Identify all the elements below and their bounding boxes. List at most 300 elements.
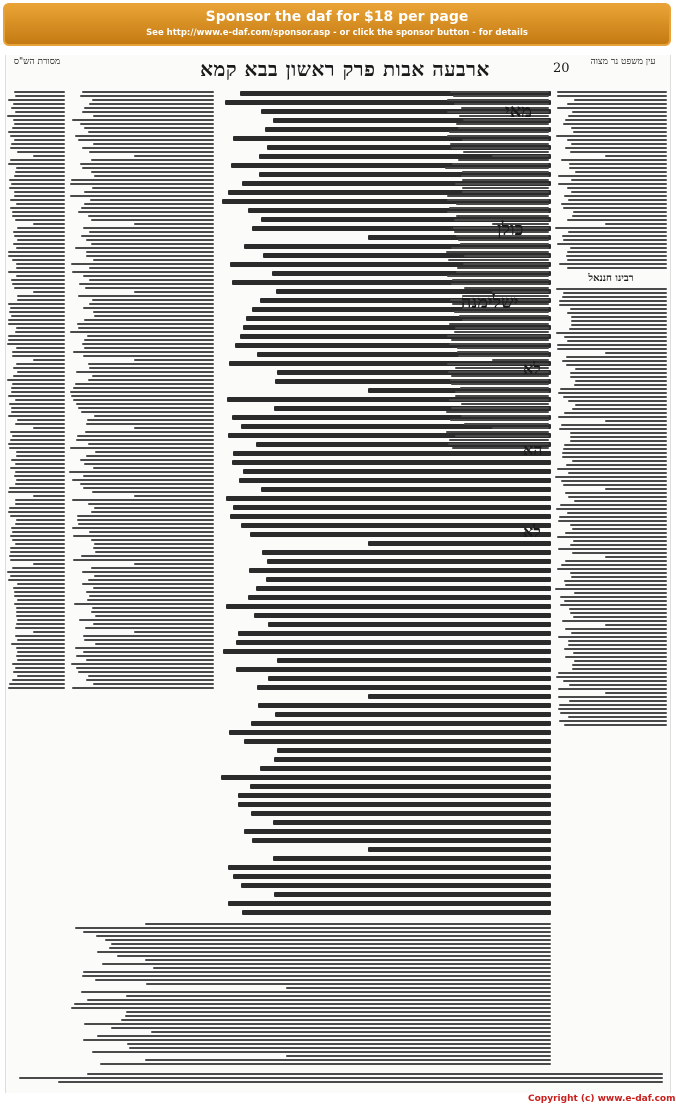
text-line [558, 688, 667, 690]
text-line [561, 159, 667, 161]
text-line [15, 483, 65, 485]
text-line [557, 344, 667, 346]
text-line [221, 775, 551, 780]
text-line [571, 576, 667, 578]
text-line [447, 335, 549, 337]
text-line [73, 535, 214, 537]
text-line [89, 367, 214, 369]
text-line [17, 239, 65, 241]
text-line [455, 183, 549, 185]
text-line [76, 439, 214, 441]
text-line [233, 874, 551, 879]
text-line [13, 375, 65, 377]
text-line [572, 528, 667, 530]
text-line [9, 487, 65, 489]
text-line [11, 643, 65, 645]
text-line [91, 611, 214, 613]
text-line [87, 999, 551, 1001]
text-line [121, 1019, 551, 1021]
text-line [555, 227, 667, 229]
text-line [87, 335, 214, 337]
text-line [94, 315, 214, 317]
text-line [95, 551, 214, 553]
text-line [557, 568, 667, 570]
text-line [568, 716, 667, 718]
text-line [557, 107, 667, 109]
text-line [83, 635, 214, 637]
text-line [567, 259, 667, 261]
text-line [9, 683, 65, 685]
text-line [223, 649, 551, 654]
text-line [571, 320, 667, 322]
sponsor-banner[interactable] [3, 3, 671, 46]
text-line [17, 651, 65, 653]
text-line [558, 183, 667, 185]
text-line [16, 247, 65, 249]
text-line [71, 179, 214, 181]
text-line [447, 199, 549, 201]
text-line [17, 599, 65, 601]
text-line [605, 624, 667, 626]
text-line [85, 287, 214, 289]
text-line [94, 575, 214, 577]
text-line [605, 155, 667, 157]
text-line [153, 967, 551, 969]
text-line [455, 395, 550, 397]
text-line [451, 383, 549, 385]
text-line [567, 512, 667, 514]
text-line [16, 263, 65, 265]
text-line [559, 720, 667, 722]
text-line [449, 323, 549, 325]
text-line [277, 748, 551, 753]
text-line [10, 439, 65, 441]
text-line [134, 155, 214, 157]
text-line [12, 283, 65, 285]
text-line [464, 287, 549, 289]
text-line [84, 639, 214, 641]
text-line [570, 440, 667, 442]
text-line [80, 95, 214, 97]
text-line [561, 480, 667, 482]
text-line [559, 304, 667, 306]
text-line [95, 979, 551, 981]
text-line [134, 495, 214, 497]
text-line [90, 199, 214, 201]
right-margin-column [555, 91, 667, 1051]
text-line [91, 511, 214, 513]
text-line [9, 403, 65, 405]
bottom-commentary [69, 923, 551, 1073]
text-line [134, 427, 214, 429]
text-line [88, 443, 214, 445]
text-line [574, 99, 667, 101]
text-line [451, 147, 549, 149]
text-line [570, 572, 667, 574]
text-line [569, 328, 667, 330]
text-line [229, 730, 551, 735]
text-line [16, 203, 65, 205]
text-line [449, 131, 549, 133]
text-line [238, 793, 551, 798]
text-line [556, 676, 667, 678]
text-line [134, 223, 214, 225]
text-line [117, 955, 551, 957]
text-line [449, 207, 549, 209]
text-line [75, 135, 214, 137]
text-line [456, 203, 549, 205]
text-line [72, 479, 214, 481]
text-line [574, 500, 667, 502]
text-line [86, 591, 214, 593]
text-line [228, 901, 551, 906]
text-line [86, 679, 214, 681]
text-line [145, 959, 551, 961]
text-line [89, 151, 214, 153]
text-line [111, 1027, 551, 1029]
text-line [12, 567, 65, 569]
text-line [8, 415, 65, 417]
text-line [91, 567, 214, 569]
text-line [569, 167, 667, 169]
text-line [570, 372, 667, 374]
text-line [567, 103, 667, 105]
text-line [257, 685, 551, 690]
text-line [84, 319, 214, 321]
text-line [565, 119, 667, 121]
text-line [563, 484, 667, 486]
text-line [80, 459, 214, 461]
text-line [567, 187, 667, 189]
text-line [11, 315, 65, 317]
text-line [451, 283, 549, 285]
text-line [10, 559, 65, 561]
text-line [75, 247, 214, 249]
text-line [87, 599, 214, 601]
text-line [76, 403, 214, 405]
text-line [236, 640, 551, 645]
text-line [15, 463, 65, 465]
text-line [560, 388, 667, 390]
text-line [275, 712, 551, 717]
text-line [15, 471, 65, 473]
text-line [69, 471, 214, 473]
text-line [564, 724, 667, 726]
text-line [459, 315, 549, 317]
text-line [82, 111, 214, 113]
text-line [569, 700, 667, 702]
text-line [570, 247, 667, 249]
text-line [562, 452, 667, 454]
text-line [557, 468, 667, 470]
text-line [10, 535, 65, 537]
text-line [13, 103, 65, 105]
text-line [562, 235, 667, 237]
text-line [93, 143, 214, 145]
text-line [464, 255, 549, 257]
text-line [574, 592, 667, 594]
text-line [458, 355, 549, 357]
text-line [16, 267, 65, 269]
text-line [15, 423, 65, 425]
text-line [91, 159, 214, 161]
text-line [88, 379, 214, 381]
text-line [92, 187, 214, 189]
text-line [562, 360, 667, 362]
text-line [19, 1077, 663, 1079]
text-line [93, 547, 214, 549]
text-line [77, 519, 214, 521]
text-line [16, 655, 65, 657]
dibbur-hamatchil-4: לא [523, 359, 541, 378]
text-line [71, 663, 214, 665]
text-line [569, 684, 667, 686]
text-line [563, 680, 667, 682]
text-line [462, 187, 549, 189]
footnote-lines [13, 1073, 663, 1083]
text-line [12, 355, 65, 357]
text-line [447, 195, 549, 197]
text-line [89, 595, 214, 597]
text-line [10, 551, 65, 553]
text-line [11, 107, 65, 109]
text-line [445, 167, 549, 169]
text-line [456, 271, 549, 273]
text-line [14, 475, 65, 477]
dibbur-hamatchil-1: מאי [505, 101, 532, 122]
text-line [93, 311, 214, 313]
text-line [12, 679, 65, 681]
text-line [102, 963, 551, 965]
text-line [571, 316, 667, 318]
text-line [91, 219, 214, 221]
page-title: ארבעה אבות פרק ראשון בבא קמא [200, 57, 490, 81]
text-line [84, 1023, 551, 1025]
text-line [7, 571, 65, 573]
text-line [568, 115, 667, 117]
text-line [17, 419, 65, 421]
text-line [16, 455, 65, 457]
text-line [33, 291, 65, 293]
text-line [78, 139, 214, 141]
text-line [568, 640, 667, 642]
text-line [14, 191, 65, 193]
text-line [70, 183, 214, 185]
text-line [563, 396, 667, 398]
text-line [134, 291, 214, 293]
text-line [8, 251, 65, 253]
text-line [10, 467, 65, 469]
text-line [567, 340, 667, 342]
text-line [560, 604, 667, 606]
text-line [571, 632, 667, 634]
text-line [91, 171, 214, 173]
text-line [462, 139, 549, 141]
text-line [80, 483, 214, 485]
text-line [8, 687, 65, 689]
text-line [572, 111, 667, 113]
text-line [9, 187, 65, 189]
text-line [567, 267, 667, 269]
text-line [557, 243, 667, 245]
text-line [562, 620, 667, 622]
text-line [558, 636, 667, 638]
text-line [71, 395, 214, 397]
text-line [572, 460, 667, 462]
text-line [564, 444, 667, 446]
text-line [460, 387, 549, 389]
text-line [8, 163, 65, 165]
text-line [100, 1063, 551, 1065]
text-line [14, 139, 65, 141]
text-line [450, 143, 549, 145]
text-line [86, 659, 214, 661]
text-line [463, 151, 549, 153]
text-line [70, 331, 214, 333]
text-line [605, 223, 667, 225]
text-line [228, 865, 551, 870]
text-line [571, 191, 667, 193]
text-line [8, 579, 65, 581]
text-line [274, 892, 551, 897]
text-line [605, 488, 667, 490]
text-line [145, 923, 551, 925]
text-line [15, 399, 65, 401]
text-line [556, 135, 667, 137]
text-line [564, 648, 667, 650]
text-line [14, 91, 65, 93]
text-line [92, 607, 214, 609]
text-line [83, 307, 214, 309]
text-line [559, 263, 667, 265]
text-line [14, 175, 65, 177]
text-line [368, 694, 551, 699]
text-line [564, 580, 667, 582]
text-line [573, 616, 667, 618]
text-line [446, 431, 549, 433]
text-line [571, 324, 667, 326]
text-line [16, 647, 65, 649]
text-line [453, 95, 549, 97]
text-line [556, 508, 667, 510]
text-line [11, 387, 65, 389]
text-line [12, 539, 65, 541]
text-line [16, 451, 65, 453]
text-line [273, 856, 551, 861]
text-line [575, 171, 667, 173]
text-line [14, 603, 65, 605]
text-line [79, 283, 214, 285]
text-line [109, 947, 551, 949]
text-line [10, 135, 65, 137]
left-margin-column [7, 91, 65, 1051]
text-line [15, 543, 65, 545]
text-line [88, 503, 214, 505]
text-line [16, 623, 65, 625]
text-line [78, 295, 214, 297]
text-line [11, 527, 65, 529]
text-line [17, 675, 65, 677]
text-line [17, 371, 65, 373]
text-line [454, 103, 549, 105]
text-line [73, 559, 214, 561]
text-line [73, 351, 214, 353]
text-line [12, 531, 65, 533]
text-line [97, 1035, 551, 1037]
text-line [78, 211, 214, 213]
text-line [562, 456, 667, 458]
ein-mishpat-label: עין משפט נר מצוה [590, 57, 656, 67]
text-line [87, 419, 214, 421]
talmud-page [5, 55, 671, 1093]
text-line [76, 667, 214, 669]
text-line [83, 651, 214, 653]
text-line [9, 507, 65, 509]
text-line [568, 231, 667, 233]
text-line [15, 219, 65, 221]
text-line [561, 424, 667, 426]
text-line [452, 163, 549, 165]
text-line [17, 619, 65, 621]
text-line [95, 615, 214, 617]
text-line [12, 435, 65, 437]
text-line [447, 275, 549, 277]
text-line [14, 287, 65, 289]
text-line [17, 295, 65, 297]
text-line [564, 412, 667, 414]
text-line [492, 427, 549, 429]
copyright-notice: Copyright (c) www.e-daf.com [528, 1094, 676, 1104]
text-line [33, 563, 65, 565]
text-line [10, 207, 65, 209]
text-line [567, 251, 667, 253]
text-line [85, 627, 214, 629]
text-line [86, 455, 214, 457]
text-line [14, 591, 65, 593]
text-line [556, 332, 667, 334]
text-line [16, 167, 65, 169]
text-line [9, 555, 65, 557]
text-line [77, 515, 214, 517]
text-line [12, 215, 65, 217]
text-line [84, 191, 214, 193]
text-line [454, 331, 550, 333]
text-line [605, 556, 667, 558]
text-line [81, 235, 214, 237]
text-line [82, 583, 214, 585]
text-line [570, 524, 667, 526]
text-line [33, 359, 65, 361]
text-line [558, 520, 667, 522]
text-line [13, 119, 65, 121]
text-line [72, 499, 214, 501]
text-line [457, 351, 549, 353]
text-line [492, 155, 549, 157]
masoret-hashas-label: מסורת הש"ס [13, 57, 61, 67]
text-line [88, 215, 214, 217]
text-line [11, 407, 65, 409]
text-line [574, 660, 667, 662]
text-line [565, 492, 668, 494]
text-line [268, 622, 551, 627]
text-line [244, 739, 551, 744]
text-line [71, 263, 214, 265]
text-line [455, 435, 549, 437]
text-line [449, 343, 549, 345]
text-line [92, 375, 214, 377]
text-line [447, 111, 549, 113]
text-line [460, 243, 549, 245]
